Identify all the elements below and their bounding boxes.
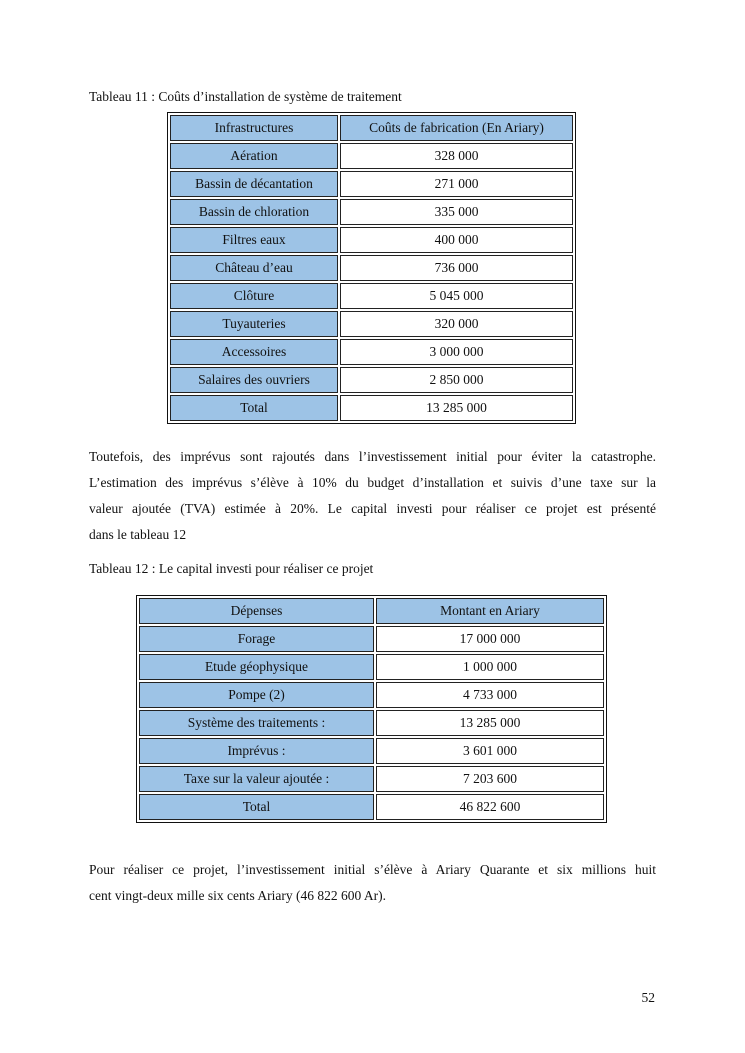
table12-caption: Tableau 12 : Le capital investi pour réaliser ce projet xyxy=(89,561,374,576)
value-cell: 736 000 xyxy=(340,255,573,281)
paragraph-line: dans le tableau 12 xyxy=(89,527,187,542)
paragraph-line: Toutefois, des imprévus sont rajoutés dans l’investissement initial pour éviter la catastrophe. xyxy=(89,449,656,464)
label-cell: Imprévus : xyxy=(139,738,374,764)
page-number: 52 xyxy=(641,990,655,1005)
paragraph-line: L’estimation des imprévus s’élève à 10% du budget d’installation et suivis d’une taxe sur la xyxy=(89,475,656,490)
total-value-cell: 13 285 000 xyxy=(340,395,573,421)
value-cell: 4 733 000 xyxy=(376,682,604,708)
table-total-row xyxy=(170,395,573,421)
table-row xyxy=(170,339,573,365)
value-cell: 1 000 000 xyxy=(376,654,604,680)
value-cell: 320 000 xyxy=(340,311,573,337)
label-cell: Bassin de décantation xyxy=(170,171,338,197)
label-cell: Pompe (2) xyxy=(139,682,374,708)
table-row xyxy=(170,255,573,281)
value-cell: 2 850 000 xyxy=(340,367,573,393)
table-row xyxy=(139,682,604,708)
table-row xyxy=(139,766,604,792)
value-cell: 400 000 xyxy=(340,227,573,253)
paragraph-line: Pour réaliser ce projet, l’investissement initial s’élève à Ariary Quarante et six millions huit xyxy=(89,862,656,877)
value-cell: 3 000 000 xyxy=(340,339,573,365)
table11 xyxy=(167,112,576,424)
table-header-row xyxy=(139,598,604,624)
table-row xyxy=(139,710,604,736)
table12 xyxy=(136,595,607,823)
paragraph-conclusion xyxy=(89,857,656,909)
label-cell: Filtres eaux xyxy=(170,227,338,253)
label-cell: Etude géophysique xyxy=(139,654,374,680)
header-cell: Dépenses xyxy=(139,598,374,624)
label-cell: Tuyauteries xyxy=(170,311,338,337)
label-cell: Accessoires xyxy=(170,339,338,365)
label-cell: Bassin de chloration xyxy=(170,199,338,225)
total-value-cell: 46 822 600 xyxy=(376,794,604,820)
paragraph-imprevus xyxy=(89,444,656,548)
header-cell: Coûts de fabrication (En Ariary) xyxy=(340,115,573,141)
table-row xyxy=(139,654,604,680)
label-cell: Taxe sur la valeur ajoutée : xyxy=(139,766,374,792)
label-cell: Forage xyxy=(139,626,374,652)
header-cell: Montant en Ariary xyxy=(376,598,604,624)
label-cell: Aération xyxy=(170,143,338,169)
table-row xyxy=(170,367,573,393)
table-header-row xyxy=(170,115,573,141)
table-row xyxy=(170,143,573,169)
table-row xyxy=(170,171,573,197)
paragraph-line: valeur ajoutée (TVA) estimée à 20%. Le capital investi pour réaliser ce projet est présenté xyxy=(89,501,656,516)
value-cell: 3 601 000 xyxy=(376,738,604,764)
label-cell: Château d’eau xyxy=(170,255,338,281)
label-cell: Salaires des ouvriers xyxy=(170,367,338,393)
table-row xyxy=(139,626,604,652)
value-cell: 328 000 xyxy=(340,143,573,169)
value-cell: 5 045 000 xyxy=(340,283,573,309)
value-cell: 271 000 xyxy=(340,171,573,197)
header-cell: Infrastructures xyxy=(170,115,338,141)
total-label-cell: Total xyxy=(170,395,338,421)
value-cell: 17 000 000 xyxy=(376,626,604,652)
table-row xyxy=(170,199,573,225)
table-row xyxy=(170,283,573,309)
total-label-cell: Total xyxy=(139,794,374,820)
label-cell: Clôture xyxy=(170,283,338,309)
paragraph-line: cent vingt-deux mille six cents Ariary (46 822 600 Ar). xyxy=(89,888,386,903)
table-row xyxy=(170,227,573,253)
table-total-row xyxy=(139,794,604,820)
value-cell: 335 000 xyxy=(340,199,573,225)
table11-caption: Tableau 11 : Coûts d’installation de système de traitement xyxy=(89,89,402,104)
label-cell: Système des traitements : xyxy=(139,710,374,736)
value-cell: 13 285 000 xyxy=(376,710,604,736)
value-cell: 7 203 600 xyxy=(376,766,604,792)
table-row xyxy=(139,738,604,764)
table-row xyxy=(170,311,573,337)
